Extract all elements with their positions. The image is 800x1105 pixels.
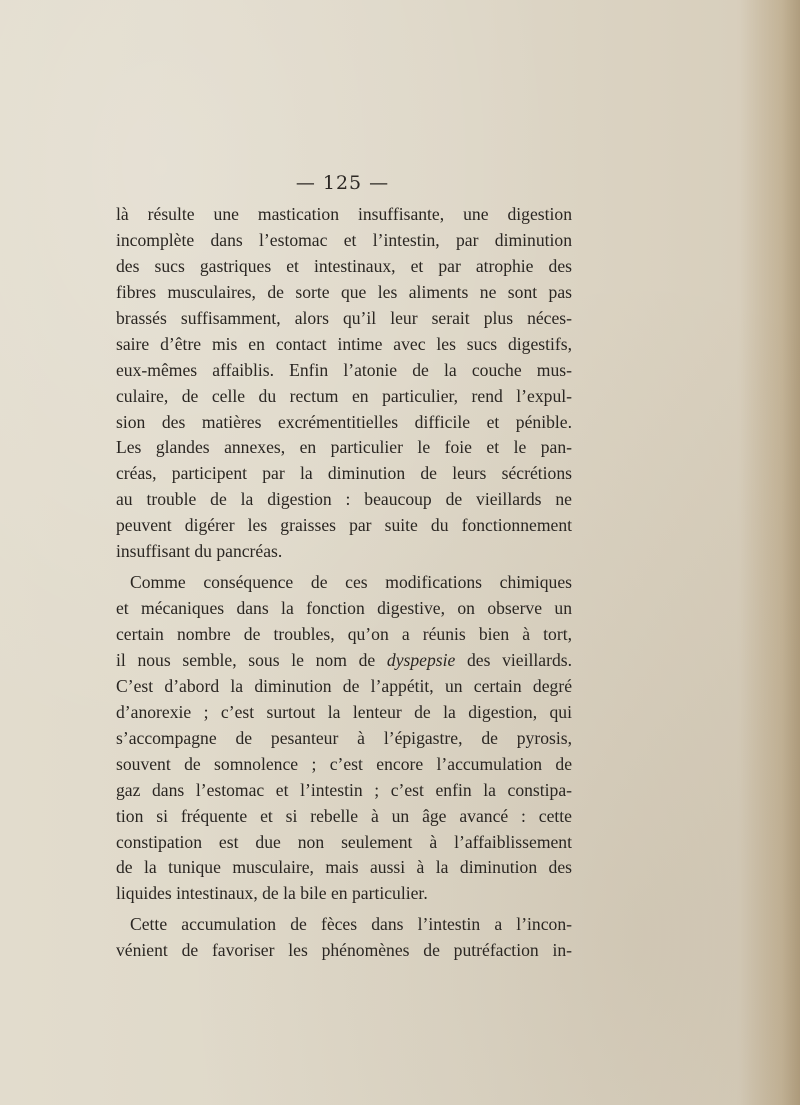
text-line: sion des matières excrémentitielles difficile et pénible. bbox=[116, 411, 572, 432]
text-line: C’est d’abord la diminution de l’appétit, un certain degré bbox=[116, 675, 572, 696]
italic-term: dyspepsie bbox=[386, 649, 456, 670]
text-line: et mécaniques dans la fonction digestive, on observe un bbox=[116, 598, 572, 619]
page-number: — 125 — bbox=[295, 172, 390, 194]
text-line: des sucs gastriques et intestinaux, et par atrophie des bbox=[116, 255, 572, 276]
text-line: fibres musculaires, de sorte que les aliments ne sont pas bbox=[116, 281, 572, 302]
text-line: là résulte une mastication insuffisante, une digestion bbox=[116, 204, 572, 224]
text-line: certain nombre de troubles, qu’on a réunis bien à tort, bbox=[116, 624, 572, 644]
paragraph-1 bbox=[116, 202, 572, 565]
text-line: vénient de favoriser les phénomènes de putréfaction in- bbox=[116, 940, 572, 961]
paragraph-3 bbox=[116, 912, 572, 964]
text-line: créas, participent par la diminution de leurs sécrétions bbox=[116, 463, 572, 484]
text-line: s’accompagne de pesanteur à l’épigastre, de pyrosis, bbox=[116, 727, 572, 748]
line-head: il nous semble, sous le nom de bbox=[116, 649, 376, 670]
text-line: au trouble de la digestion : beaucoup de vieillards ne bbox=[116, 489, 572, 510]
text-line-with-term bbox=[116, 648, 572, 674]
body-text bbox=[116, 202, 572, 964]
text-line: eux-mêmes affaiblis. Enfin l’atonie de la couche mus- bbox=[116, 359, 572, 380]
text-line: Comme conséquence de ces modifications chimiques bbox=[130, 572, 572, 593]
text-line: peuvent digérer les graisses par suite du fonctionnement bbox=[116, 515, 572, 536]
text-line: gaz dans l’estomac et l’intestin ; c’est enfin la constipa- bbox=[116, 779, 572, 800]
text-line: culaire, de celle du rectum en particulier, rend l’expul- bbox=[116, 385, 572, 406]
text-line: brassés suffisamment, alors qu’il leur serait plus néces- bbox=[116, 307, 572, 328]
text-line: d’anorexie ; c’est surtout la lenteur de la digestion, qui bbox=[116, 701, 572, 722]
page-edge-shadow bbox=[740, 0, 800, 1105]
line-tail: des vieillards. bbox=[466, 649, 572, 670]
text-line: constipation est due non seulement à l’affaiblissement bbox=[116, 831, 572, 852]
text-line: saire d’être mis en contact intime avec les sucs digestifs, bbox=[116, 333, 572, 354]
text-line: incomplète dans l’estomac et l’intestin, par diminution bbox=[116, 229, 572, 250]
text-line: Les glandes annexes, en particulier le foie et le pan- bbox=[116, 437, 572, 458]
text-line: insuffisant du pancréas. bbox=[116, 541, 283, 562]
text-line: souvent de somnolence ; c’est encore l’accumulation de bbox=[116, 753, 572, 774]
paragraph-2 bbox=[116, 570, 572, 907]
text-line: tion si fréquente et si rebelle à un âge avancé : cette bbox=[116, 805, 572, 826]
text-line: de la tunique musculaire, mais aussi à la diminution des bbox=[116, 857, 572, 878]
text-line: Cette accumulation de fèces dans l’intestin a l’incon- bbox=[130, 914, 572, 935]
text-line: liquides intestinaux, de la bile en particulier. bbox=[116, 883, 428, 904]
